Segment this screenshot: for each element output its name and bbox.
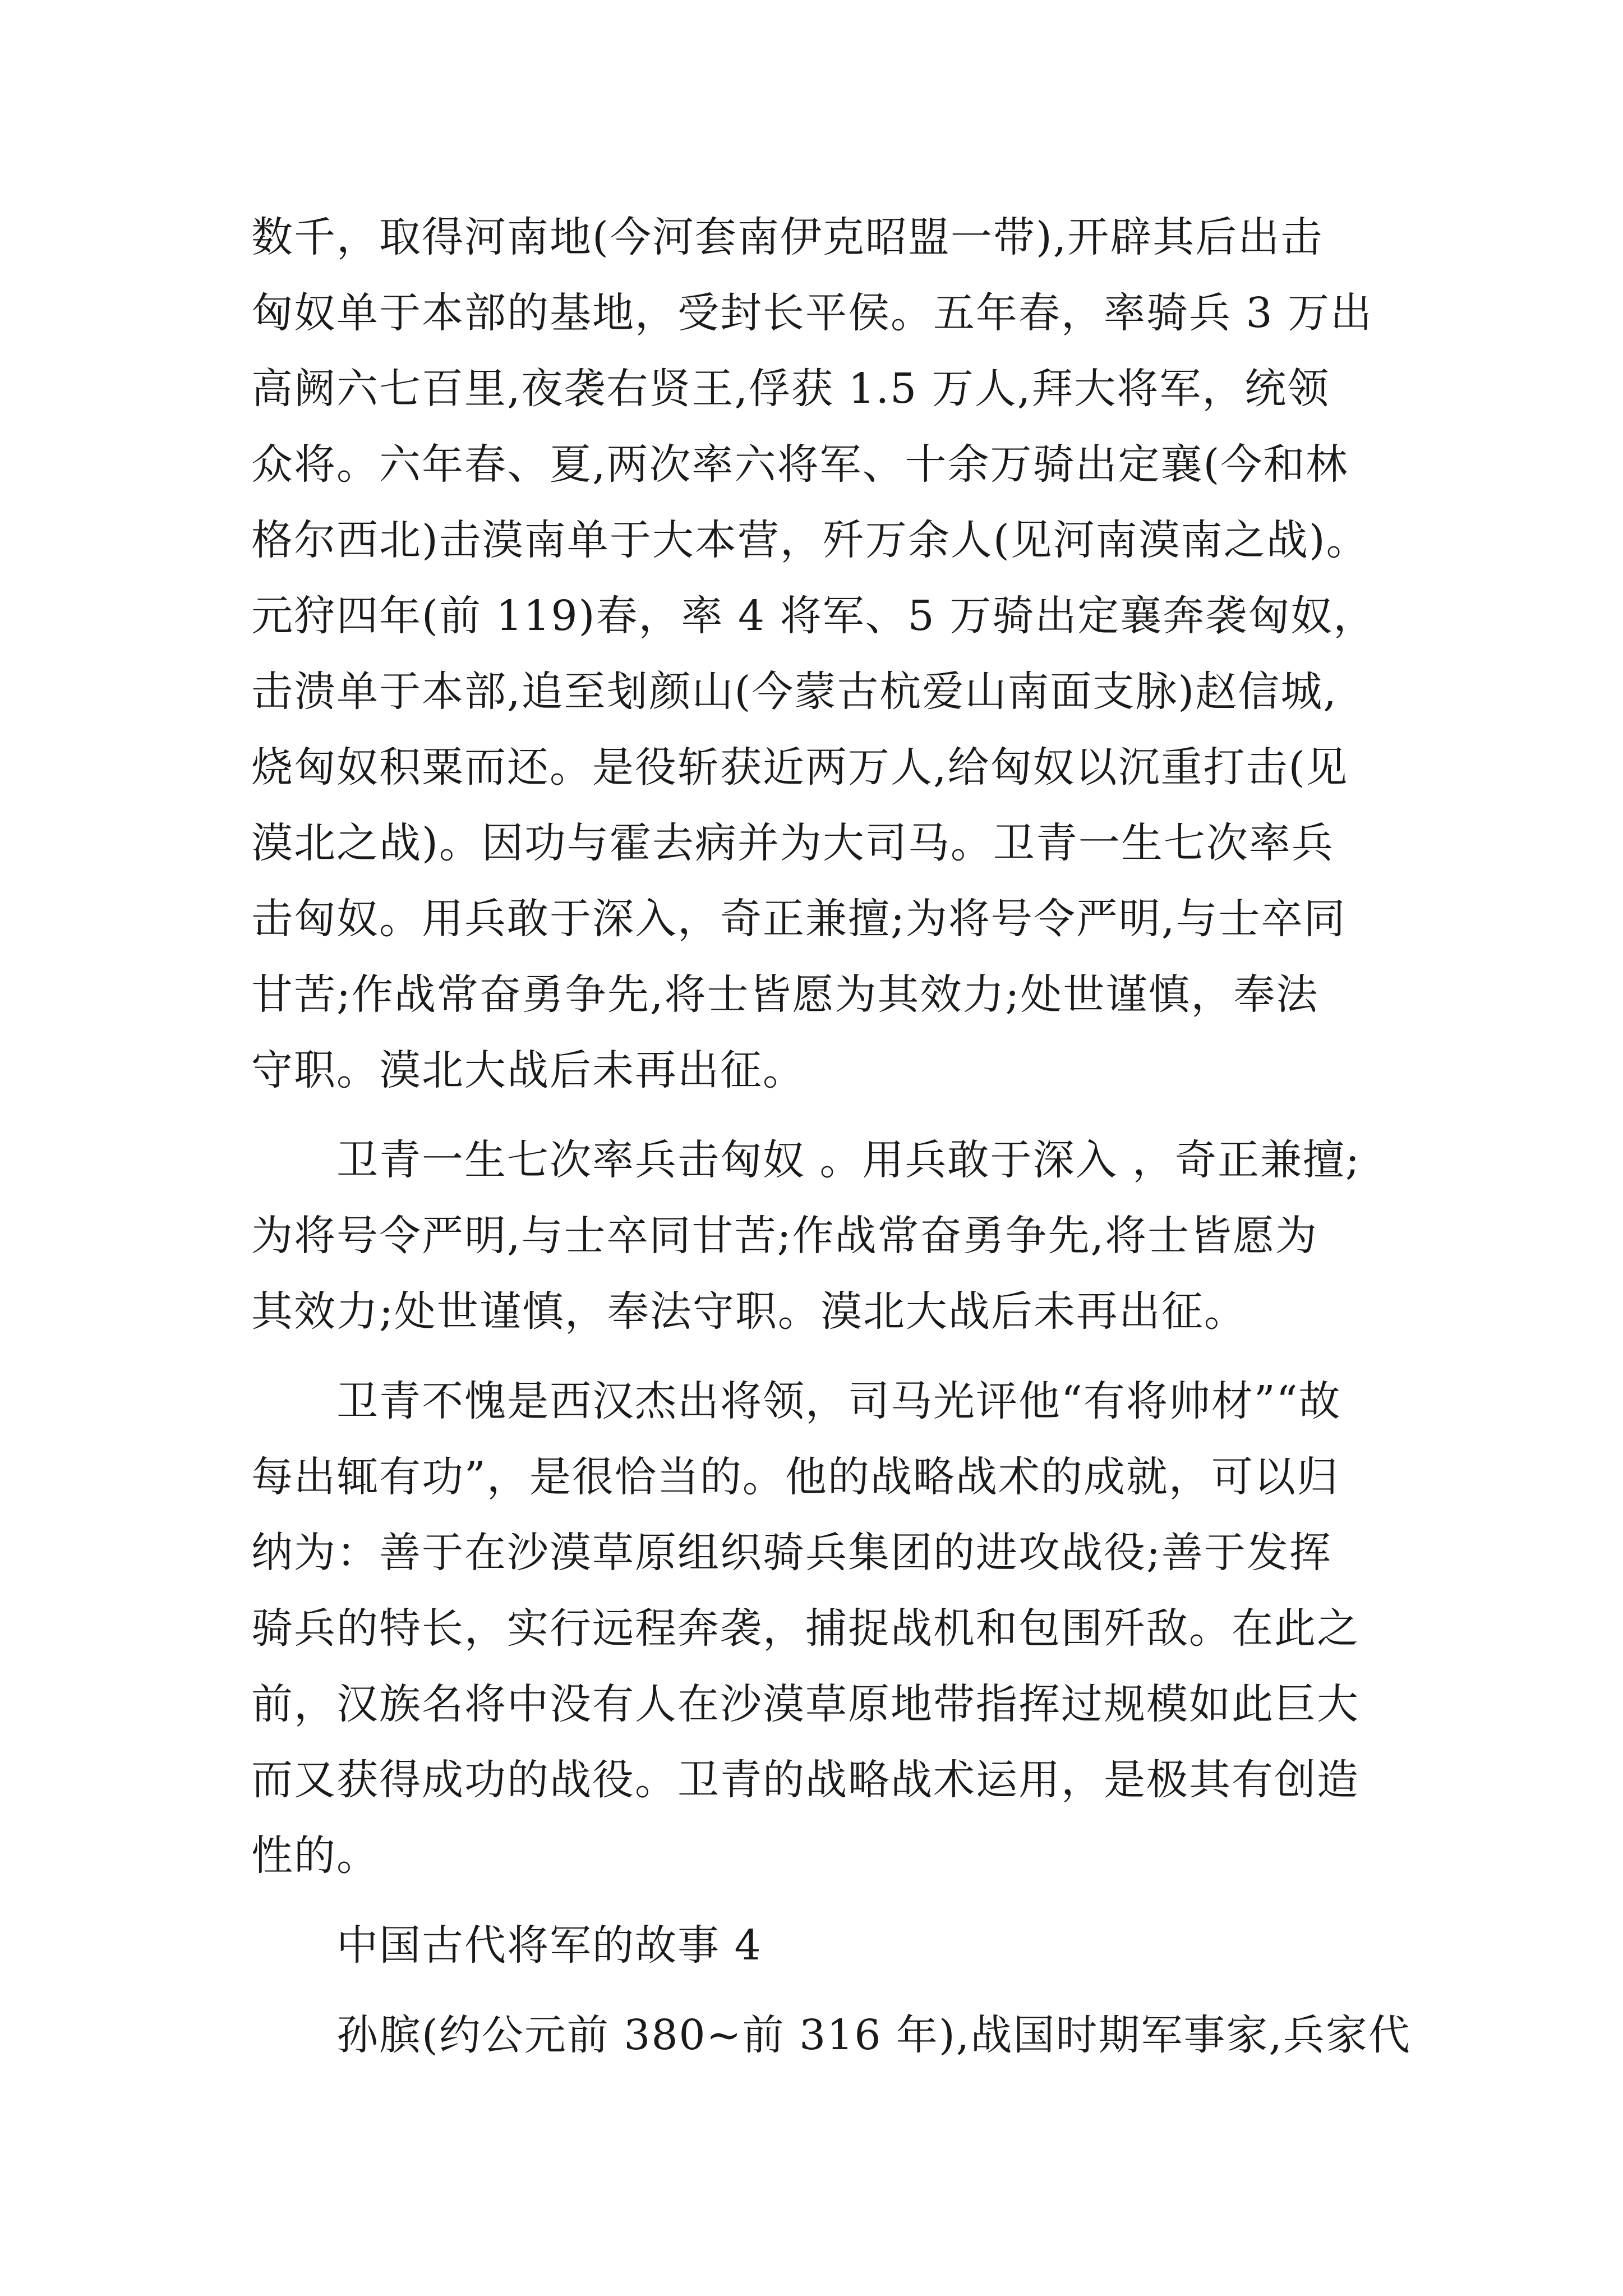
- text-line: 卫青不愧是西汉杰出将领，司马光评他“有将帅材”“故: [336, 1377, 1341, 1425]
- text-line: 众将。六年春、夏,两次率六将军、十余万骑出定襄(今和林: [251, 440, 1349, 489]
- text-line: 数千，取得河南地(今河套南伊克昭盟一带),开辟其后出击: [251, 213, 1324, 261]
- text-line: 骑兵的特长，实行远程奔袭，捕捉战机和包围歼敌。在此之: [251, 1604, 1359, 1653]
- text-line: 烧匈奴积粟而还。是役斩获近两万人,给匈奴以沉重打击(见: [251, 743, 1349, 792]
- text-line: 格尔西北)击漠南单于大本营，歼万余人(见河南漠南之战)。: [251, 516, 1369, 564]
- text-line: 击匈奴。用兵敢于深入，奇正兼擅;为将号令严明,与士卒同: [251, 895, 1347, 943]
- text-line: 前，汉族名将中没有人在沙漠草原地带指挥过规模如此巨大: [251, 1680, 1359, 1728]
- text-line: 卫青一生七次率兵击匈奴 。用兵敢于深入 ，奇正兼擅;: [336, 1136, 1361, 1184]
- text-line: 守职。漠北大战后未再出征。: [251, 1046, 805, 1094]
- text-line: 孙膑(约公元前 380~前 316 年),战国时期军事家,兵家代: [336, 2011, 1411, 2059]
- text-line: 而又获得成功的战役。卫青的战略战术运用，是极其有创造: [251, 1756, 1359, 1804]
- text-line: 击溃单于本部,追至刬颜山(今蒙古杭爱山南面支脉)赵信城,: [251, 668, 1338, 716]
- text-line: 元狩四年(前 119)春，率 4 将军、5 万骑出定襄奔袭匈奴，: [251, 592, 1376, 640]
- text-line: 为将号令严明,与士卒同甘苦;作战常奋勇争先,将士皆愿为: [251, 1212, 1318, 1260]
- text-line: 纳为：善于在沙漠草原组织骑兵集团的进攻战役;善于发挥: [251, 1529, 1332, 1577]
- text-line: 高阙六七百里,夜袭右贤王,俘获 1.5 万人,拜大将军，统领: [251, 365, 1330, 413]
- text-line: 匈奴单于本部的基地，受封长平侯。五年春，率骑兵 3 万出: [251, 289, 1373, 337]
- text-line: 漠北之战)。因功与霍去病并为大司马。卫青一生七次率兵: [251, 819, 1334, 867]
- text-line: 性的。: [251, 1832, 379, 1880]
- section-heading: 中国古代将军的故事 4: [336, 1921, 762, 1970]
- text-line: 其效力;处世谨慎，奉法守职。漠北大战后未再出征。: [251, 1287, 1247, 1336]
- text-line: 甘苦;作战常奋勇争先,将士皆愿为其效力;处世谨慎，奉法: [251, 970, 1319, 1019]
- text-line: 每出辄有功”，是很恰当的。他的战略战术的成就，可以归: [251, 1453, 1339, 1501]
